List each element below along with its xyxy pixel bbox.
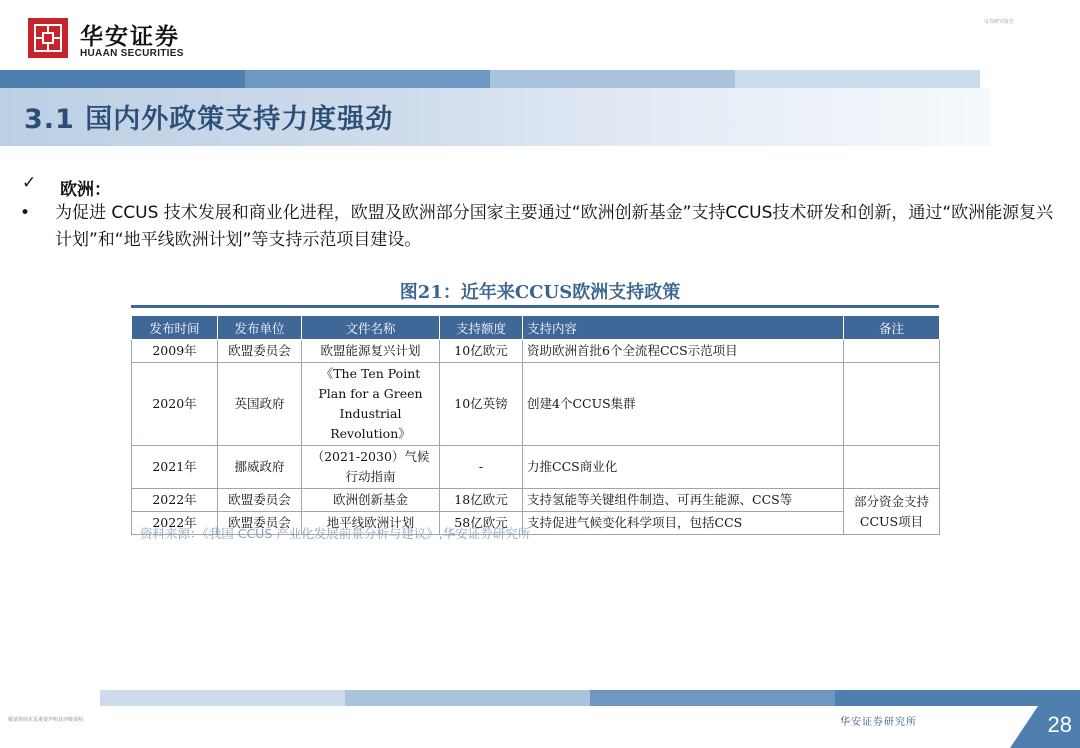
cell-content: 支持氢能等关键组件制造、可再生能源、CCS等 [523,489,844,512]
header-cell: 发布时间 [132,316,218,340]
cell-note [844,446,940,489]
cell-issuer: 英国政府 [218,363,302,446]
table-row [132,340,940,363]
disclaimer: 敬请参阅末页重要声明及评级说明 [8,717,84,723]
cell-document: 欧洲创新基金 [302,489,440,512]
header-cell: 支持内容 [523,316,844,340]
header-cell: 发布单位 [218,316,302,340]
cell-issuer: 欧盟委员会 [218,512,302,535]
brand-name-cn: 华安证券 [80,23,180,50]
cell-document: 《The Ten Point Plan for a Green Industrial Revolution》 [302,363,440,446]
cell-document: 欧盟能源复兴计划 [302,340,440,363]
cell-issuer: 欧盟委员会 [218,489,302,512]
cell-amount: 10亿欧元 [440,340,523,363]
cell-note: 部分资金支持CCUS项目 [844,489,940,535]
cell-date: 2009年 [132,340,218,363]
title-decor-band [0,70,980,88]
cell-document: （2021-2030）气候行动指南 [302,446,440,489]
footer-company: 华安证券研究所 [840,717,917,728]
slide-title: 3.1 国内外政策支持力度强劲 [24,104,394,135]
cell-content: 创建4个CCUS集群 [523,363,844,446]
page-number: 28 [1047,712,1072,737]
cell-note [844,340,940,363]
cell-document: 地平线欧洲计划 [302,512,440,535]
cell-amount: - [440,446,523,489]
brand-name-en: HUAAN SECURITIES [80,48,184,59]
report-type-note: 证券研究报告 [983,19,1014,25]
checkmark-icon: ✓ [22,173,37,193]
cell-date: 2020年 [132,363,218,446]
cell-issuer: 挪威政府 [218,446,302,489]
table-row [132,489,940,512]
cell-content: 支持促进气候变化科学项目，包括CCS [523,512,844,535]
header-cell: 文件名称 [302,316,440,340]
table-row [132,446,940,489]
policy-table [131,315,940,535]
section-label: 欧洲： [60,180,111,200]
bullet-icon: • [20,203,31,223]
cell-amount: 58亿欧元 [440,512,523,535]
cell-amount: 10亿英镑 [440,363,523,446]
cell-date: 2021年 [132,446,218,489]
cell-note [844,363,940,446]
figure-rule [131,305,939,308]
body-paragraph: 为促进 CCUS 技术发展和商业化进程，欧盟及欧洲部分国家主要通过“欧洲创新基金”支持CCUS技术研发和创新，通过“欧洲能源复兴计划”和“地平线欧洲计划”等支持示范项目建设。 [55,203,1054,250]
source-note: 资料来源：《我国 CCUS 产业化发展前景分析与建议》,华安证券研究所 [140,526,531,541]
cell-content: 力推CCS商业化 [523,446,844,489]
table-header-row [132,316,940,340]
cell-issuer: 欧盟委员会 [218,340,302,363]
figure-title: 图21：近年来CCUS欧洲支持政策 [399,282,681,303]
header-cell: 支持额度 [440,316,523,340]
cell-amount: 18亿欧元 [440,489,523,512]
footer-decor-band [100,690,1080,706]
cell-date: 2022年 [132,489,218,512]
table-row [132,363,940,446]
cell-date: 2022年 [132,512,218,535]
cell-content: 资助欧洲首批6个全流程CCS示范项目 [523,340,844,363]
header-cell: 备注 [844,316,940,340]
logo-mark [28,18,68,58]
